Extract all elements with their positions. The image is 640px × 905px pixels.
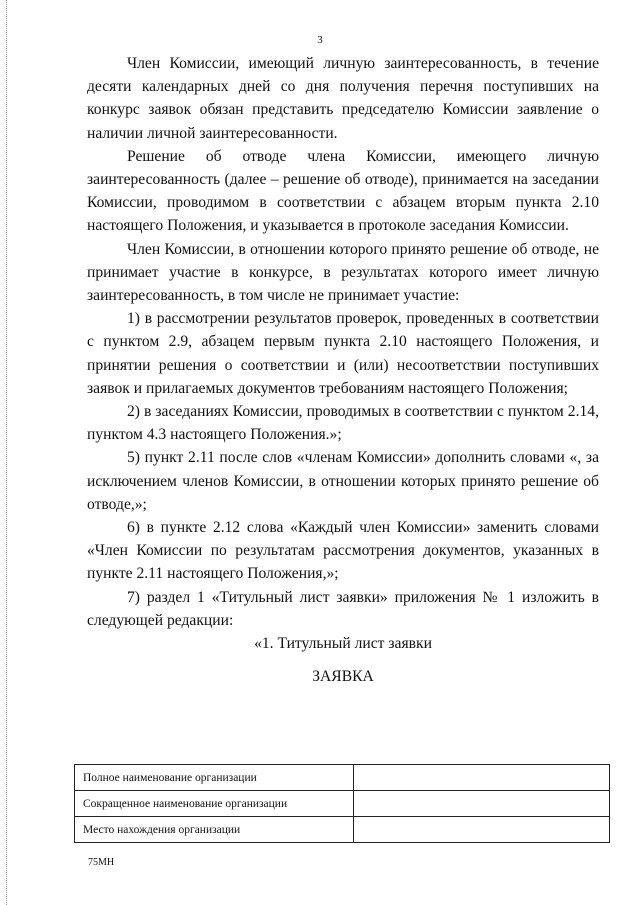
paragraph: Член Комиссии, имеющий личную заинтересованность, в течение десяти календарных дней со дня получения перечня поступивших на конкурс заявок обязан представить председателю Комиссии заявление о наличии личной заинтересованности. [87, 55, 599, 142]
table-cell-value [354, 791, 610, 817]
table-cell-value [354, 817, 610, 843]
table-cell-value [354, 765, 610, 791]
scan-left-edge [0, 0, 7, 905]
list-item-paragraph: 2) в заседаниях Комиссии, проводимых в соответствии с пунктом 2.14, пунктом 4.3 настоящего Положения.»; [87, 403, 599, 444]
page-number: 3 [317, 34, 323, 46]
table-cell-label: Место нахождения организации [75, 817, 354, 843]
list-item-paragraph: 1) в рассмотрении результатов проверок, проведенных в соответствии с пунктом 2.9, абзацем первым пункта 2.10 настоящего Положения, и принятии решения о соответствии и (или) несоответствии поступивших заявок и прилагаемых документов требованиям настоящего Положения; [87, 310, 599, 397]
list-item-paragraph: 6) в пункте 2.12 слова «Каждый член Комиссии» заменить словами «Член Комиссии по результатам рассмотрения документов, указанных в пункте 2.11 настоящего Положения,»; [87, 519, 599, 583]
document-code: 75МН [88, 857, 115, 868]
document-body [87, 52, 599, 688]
list-item-paragraph: 7) раздел 1 «Титульный лист заявки» приложения № 1 изложить в следующей редакции: [87, 588, 599, 629]
table-row [75, 791, 610, 817]
application-form-table [74, 764, 610, 843]
table-row [75, 817, 610, 843]
table-row [75, 765, 610, 791]
table-cell-label: Полное наименование организации [75, 765, 354, 791]
paragraph: Решение об отводе члена Комиссии, имеющего личную заинтересованность (далее – решение об отводе), принимается на заседании Комиссии, проводимом в соответствии с абзацем вторым пункта 2.10 настоящего Положения, и указывается в протоколе заседания Комиссии. [87, 147, 599, 235]
list-item-paragraph: 5) пункт 2.11 после слов «членам Комиссии» дополнить словами «, за исключением членов Комиссии, в отношении которых принято решение об отводе,»; [87, 449, 599, 513]
table-cell-label: Сокращенное наименование организации [75, 791, 354, 817]
paragraph: Член Комиссии, в отношении которого принято решение об отводе, не принимает участие в конкурсе, в результатах которого имеет личную заинтересованность, в том числе не принимает участие: [87, 240, 599, 305]
section-heading: «1. Титульный лист заявки [254, 635, 432, 653]
form-title: ЗАЯВКА [312, 668, 374, 686]
